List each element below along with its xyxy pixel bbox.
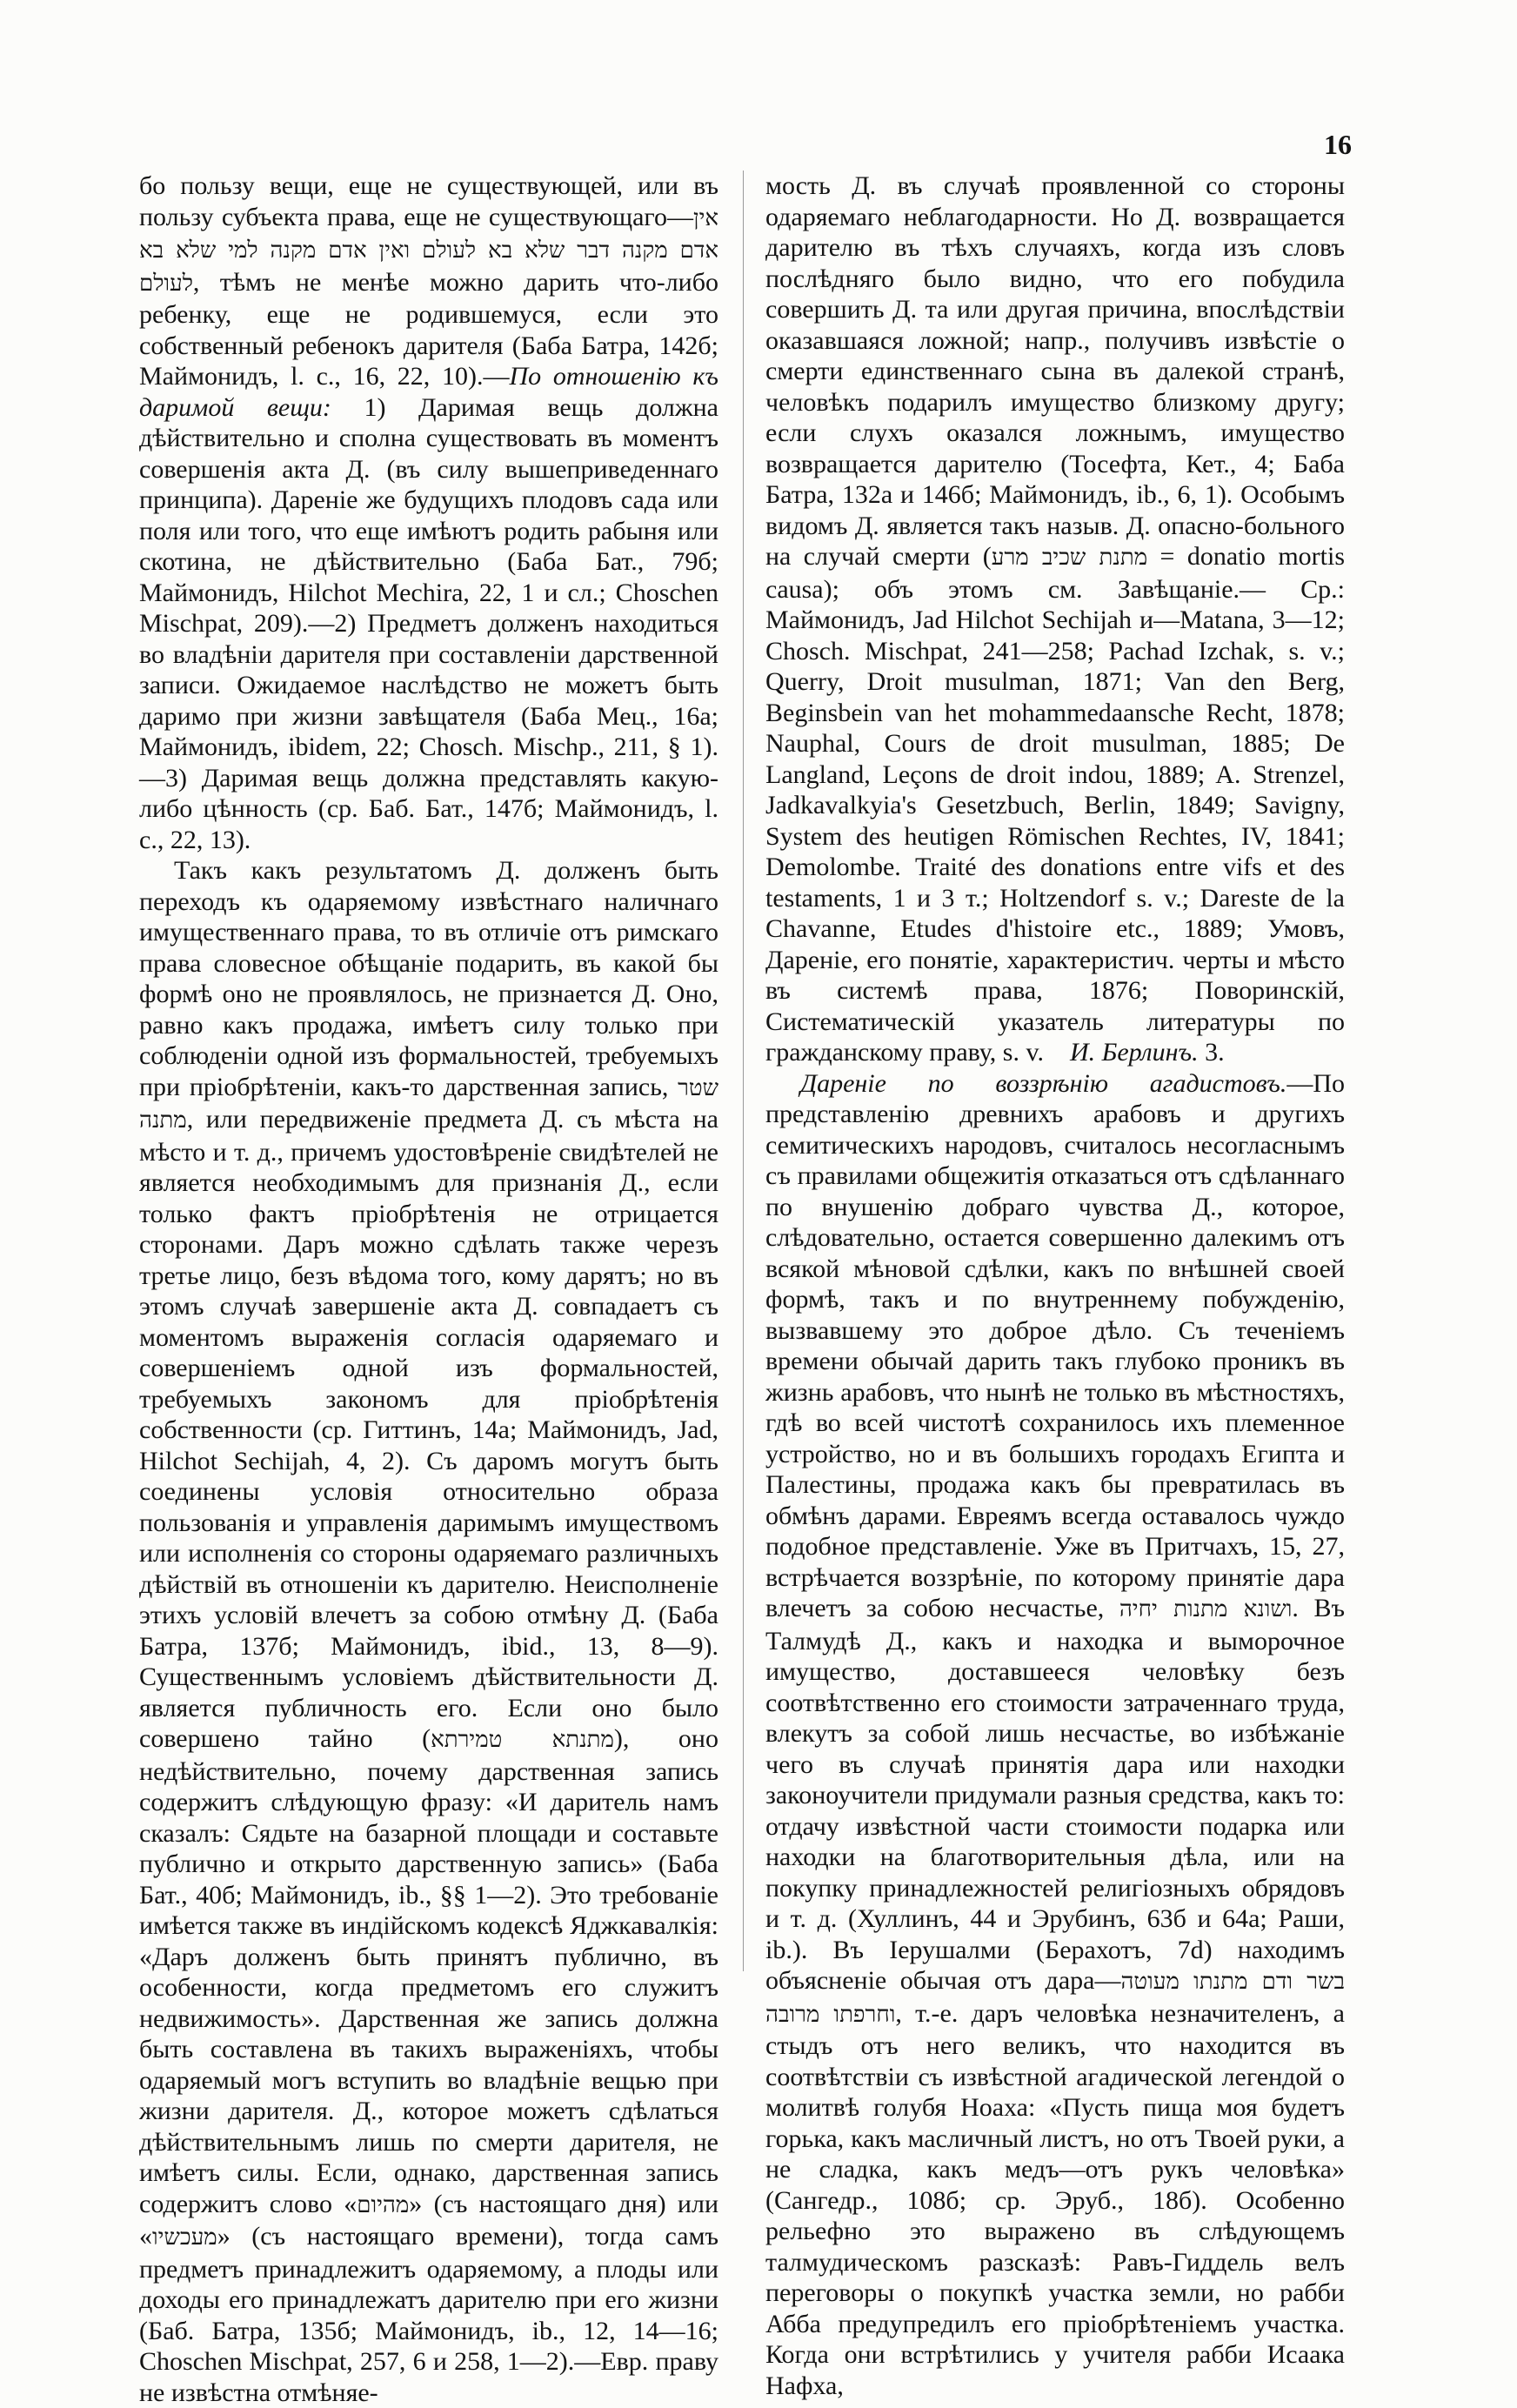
right-paragraph-2: [765, 1068, 1345, 2402]
column-divider: [743, 171, 744, 1971]
left-column: [139, 171, 718, 2407]
text-run: » (съ настоящаго времени), тогда самъ предметъ принадлежитъ одаряемому, а плоды или доходы его принадлежатъ дарителю при его жизни (Баб. Батра, 135б; Маймонидъ, ib., 12, 14—16; Choschen Mischpat, 257, 6 и 258, 1—2).—Евр. праву не извѣстна отмѣняе-: [139, 2222, 718, 2407]
bibliography-text: = donatio mortis causa); объ этомъ см. Завѣщаніе.— Ср.: Маймонидъ, Jad Hilchot Sechijah и—Matana, 3—12; Chosch. Mischpat, 241—258; Pachad Izchak, s. v.; Querry, Droit musulman, 1871; Van den Berg, Beginsbein van het mohammedaansche Recht, 1878; Nauphal, Cours de droit musulman, 1885; De Langland, Leçons de droit indou, 1889; A. Strenzel, Jadkavalkyia's Gesetzbuch, Berlin, 1849; Savigny, System des heutigen Römischen Rechtes, IV, 1841; Demolombe. Traité des donations entre vifs et des testaments, 1 и 3 т.; Holtzendorf s. v.; Dareste de la Chavanne, Etudes d'histoire etc., 1889; Умовъ, Дареніе, его понятіе, характеристич. черты и мѣсто въ системѣ права, 1876; Поворинскій, Систематическій указатель литературы по гражданскому праву, s. v.: [765, 542, 1345, 1067]
left-paragraph-2: [139, 855, 718, 2408]
right-paragraph-1: [765, 171, 1345, 1068]
text-run: бо пользу вещи, еще не существующей, или въ пользу субъекта права, еще не существующаго—: [139, 171, 718, 231]
text-run: мость Д. въ случаѣ проявленной со стороны одаряемаго неблагодарности. Но Д. возвращается дарителю въ тѣхъ случаяхъ, когда изъ словъ послѣдняго было видно, что его побудила совершить Д. та или другая причина, впослѣдствіи оказавшаяся ложной; напр., получивъ извѣстіе о смерти единственнаго сына въ далекой странѣ, человѣкъ подарилъ имущество близкому другу; если слухъ оказался ложнымъ, имущество возвращается дарителю (Тосефта, Кет., 4; Баба Батра, 132а и 146б; Маймонидъ, ib., 6, 1). Особымъ видомъ Д. является такъ назыв. Д. опасно-больного на случай смерти (: [765, 171, 1345, 571]
text-run: 1) Даримая вещь должна дѣйствительно и сполна существовать въ моментъ совершенія акта Д. (въ силу вышеприведеннаго принципа). Дареніе же будущихъ плодовъ сада или поля или того, что еще имѣютъ родить рабыня или скотина, не дѣйствительно (Баба Бат., 79б; Маймонидъ, Hilchot Mechira, 22, 1 и сл.; Choschen Mischpat, 209).—2) Предметъ долженъ находиться во владѣніи дарителя при составленіи дарственной записи. Ожидаемое наслѣдство не можетъ быть даримо при жизни завѣщателя (Баба Мец., 16а; Маймонидъ, ibidem, 22; Chosch. Mischp., 211, § 1).—3) Даримая вещь должна представлять какую-либо цѣнность (ср. Баб. Бат., 147б; Маймонидъ, l. c., 22, 13).: [139, 392, 718, 854]
hebrew-quote: בשר ודם מתנתו מעוטה וחרפתו מרובה: [765, 1969, 1345, 2028]
left-paragraph-1: [139, 171, 718, 855]
italic-subheading: По отношенію къ даримой вещи:: [139, 362, 718, 422]
section-heading: Дареніе по воззрѣнію агадистовъ.: [800, 1068, 1287, 1098]
hebrew-term: מתנת שכיב מרע: [991, 545, 1148, 571]
text-run: , тѣмъ не менѣе можно дарить что-либо ребенку, еще не родившемуся, если это собственный ребенокъ дарителя (Баба Батра, 142б; Маймонидъ, l. c., 16, 22, 10).—: [139, 267, 718, 391]
text-run: » (съ настоящаго дня) или «: [139, 2189, 718, 2251]
page-number: 16: [1324, 129, 1352, 160]
hebrew-term: מהיום: [357, 2191, 410, 2218]
text-run: , или передвиженіе предмета Д. съ мѣста на мѣсто и т. д., причемъ удостовѣреніе свидѣтелей не является необходимымъ для признанія Д., если только фактъ пріобрѣтенія не отрицается сторонами. Даръ можно сдѣлать также черезъ третье лицо, безъ вѣдома того, кому дарятъ; но въ этомъ случаѣ завершеніе акта Д. совпадаетъ съ моментомъ выраженія согласія одаряемаго и совершеніемъ одной изъ формальностей, требуемыхъ закономъ для пріобрѣтенія собственности (ср. Гиттинъ, 14а; Маймонидъ, Jad, Hilchot Sechijah, 4, 2). Съ даромъ могутъ быть соединены условія относительно образа пользованія и управленія даримымъ имуществомъ или исполненія со стороны одаряемаго различныхъ дѣйствій въ отношеніи къ дарителю. Неисполненіе этихъ условій влечетъ за собою отмѣну Д. (Баба Батра, 137б; Маймонидъ, ibid., 13, 8—9). Существеннымъ условіемъ дѣйствительности Д. является публичность его. Если оно было совершено тайно (: [139, 1105, 718, 1753]
hebrew-term: מעכשיו: [152, 2224, 217, 2251]
author-number: 3.: [1205, 1038, 1225, 1067]
text-run: , т.-е. даръ человѣка незначителенъ, а стыдъ отъ него великъ, что находится въ соотвѣтствіи съ извѣстной агадической легендой о молитвѣ голубя Ноаха: «Пусть пища моя будетъ горька, какъ масличный листъ, но отъ Твоей руки, а не сладка, какъ медъ—отъ рукъ человѣка» (Сангедр., 108б; ср. Эруб., 18б). Особенно рельефно это выражено въ слѣдующемъ талмудическомъ разсказѣ: Равъ-Гиддель велъ переговоры о покупкѣ участка земли, но рабби Абба предупредилъ его пріобрѣтеніемъ участка. Когда они встрѣтились у учителя рабби Исаака Нафха,: [765, 1998, 1345, 2400]
text-run: ), оно недѣйствительно, почему дарственная запись содержитъ слѣдующую фразу: «И даритель намъ сказалъ: Сядьте на базарной площади и составьте публично и открыто дарственную запись» (Баба Бат., 40б; Маймонидъ, ib., §§ 1—2). Это требованіе имѣется также въ индійскомъ кодексѣ Яджкавалкія: «Даръ долженъ быть принятъ публично, въ особенности, когда предметомъ его служитъ недвижимость». Дарственная же запись должна быть составлена въ такихъ выраженіяхъ, чтобы одаряемый могъ вступить во владѣніе вещью при жизни дарителя. Д., которое можетъ сдѣлаться дѣйствительнымъ лишь по смерти дарителя, не имѣетъ силы. Если, однако, дарственная запись содержитъ слово «: [139, 1724, 718, 2218]
hebrew-term: שטר מתנה: [139, 1074, 718, 1134]
hebrew-quote: ושונא מתנות יחיה: [1119, 1596, 1293, 1622]
hebrew-term: מתנתא טמירתא: [431, 1727, 614, 1753]
text-run: Такъ какъ результатомъ Д. долженъ быть переходъ къ одаряемому извѣстнаго наличнаго имущественнаго права, то въ отличіе отъ римскаго права словесное обѣщаніе подарить, въ какой бы формѣ оно не проявлялось, не признается Д. Оно, равно какъ продажа, имѣетъ силу только при соблюденіи одной изъ формальностей, требуемыхъ при пріобрѣтеніи, какъ-то дарственная запись,: [139, 856, 718, 1101]
right-column: [765, 171, 1345, 2400]
text-run: —По представленію древнихъ арабовъ и другихъ семитическихъ народовъ, считалось несогласнымъ съ правилами общежитія отказаться отъ сдѣланнаго по внушенію добраго чувства Д., которое, слѣдовательно, остается совершенно далекимъ отъ всякой мѣновой сдѣлки, какъ по внѣшней своей формѣ, такъ и по внутреннему побужденію, вызвавшему это доброе дѣло. Съ теченіемъ времени обычай дарить такъ глубоко проникъ въ жизнь арабовъ, что нынѣ не только въ мѣстностяхъ, гдѣ во всей чистотѣ сохранилось ихъ племенное устройство, но и въ большихъ городахъ Египта и Палестины, продажа какъ бы превратилась въ обмѣнъ дарами. Евреямъ всегда оставалось чуждо подобное представленіе. Уже въ Притчахъ, 15, 27, встрѣчается воззрѣніе, по которому принятіе дара влечетъ за собою несчастье,: [765, 1068, 1345, 1622]
author-signature: И. Берлинъ.: [1070, 1038, 1199, 1067]
hebrew-quote: אין אדם מקנה דבר שלא בא לעולם ואין אדם מקנה למי שלא בא לעולם: [139, 204, 718, 297]
text-run: . Въ Талмудѣ Д., какъ и находка и выморочное имущество, доставшееся человѣку безъ соотвѣтственно его стоимости затраченнаго труда, влекутъ за собой лишь несчастье, во избѣжаніе чего въ случаѣ принятія дара или находки законоучители придумали разныя средства, какъ то: отдачу извѣстной части стоимости подарка или находки на благотворительныя дѣла, или на покупку принадлежностей религіозныхъ обрядовъ и т. д. (Хуллинъ, 44 и Эрубинъ, 63б и 64а; Раши, ib.). Въ Іерушалми (Берахотъ, 7d) находимъ объясненіе обычая отъ дара—: [765, 1594, 1345, 1995]
